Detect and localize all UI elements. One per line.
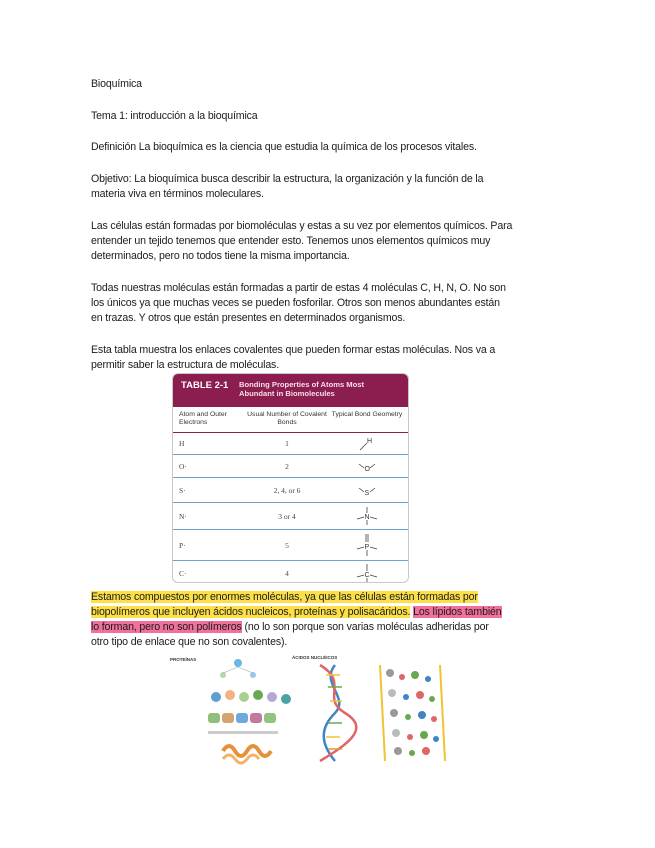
svg-text:N: N bbox=[364, 514, 370, 521]
pink-highlight: lo forman, pero no son polímeros bbox=[91, 621, 242, 633]
table-caption: Bonding Properties of Atoms Most Abundant in Biomolecules bbox=[239, 380, 365, 398]
svg-text:P: P bbox=[364, 544, 370, 551]
table-intro-line-1: Esta tabla muestra los enlaces covalentes que pueden formar estas moléculas. Nos va a bbox=[91, 344, 496, 356]
plain-text: (no lo son porque son varias moléculas adheridas por bbox=[241, 621, 489, 633]
atom-cell: N· bbox=[179, 511, 187, 521]
col-atom-header: Atom and Outer Electrons bbox=[179, 411, 227, 426]
table-row bbox=[173, 433, 408, 455]
yellow-highlight: biopolímeros que incluyen ácidos nucleicos, proteínas y polisacáridos. bbox=[91, 606, 411, 618]
bonds-cell: 2, 4, or 6 bbox=[273, 485, 301, 495]
molecules-line-1: Todas nuestras moléculas están formadas a partir de estas 4 moléculas C, H, N, O. No son bbox=[91, 282, 506, 294]
document-title: Bioquímica bbox=[91, 78, 142, 90]
atom-cell: P· bbox=[179, 540, 186, 550]
cells-line-3: determinados, pero no todos tiene la misma importancia. bbox=[91, 250, 350, 262]
biopolymers-line-1 bbox=[91, 590, 561, 605]
nucleic-acids-figure bbox=[290, 653, 465, 763]
table-number: TABLE 2-1 bbox=[181, 380, 229, 391]
definition-paragraph: Definición La bioquímica es la ciencia que estudia la química de los procesos vitales. bbox=[91, 141, 477, 153]
pink-highlight: Los lípidos también bbox=[413, 606, 502, 618]
molecules-line-2: los únicos ya que muchas veces se pueden fosforilar. Otros son menos abundantes están bbox=[91, 297, 500, 309]
yellow-highlight: Estamos compuestos por enormes moléculas, ya que las células están formadas por bbox=[91, 591, 478, 603]
atom-cell: H bbox=[179, 439, 185, 448]
geometry-cell bbox=[331, 562, 403, 584]
geometry-cell bbox=[331, 435, 403, 453]
svg-text:H: H bbox=[367, 437, 373, 445]
bonds-cell: 4 bbox=[285, 569, 289, 578]
proteins-figure bbox=[168, 655, 308, 770]
table-row bbox=[173, 561, 408, 583]
objective-line-2: materia viva en términos moleculares. bbox=[91, 188, 264, 200]
table-header bbox=[173, 374, 408, 407]
biopolymers-line-4: otro tipo de enlace que no son covalentes). bbox=[91, 636, 288, 648]
nucleotide-structure-icon bbox=[380, 665, 445, 761]
table-row bbox=[173, 503, 408, 530]
bonding-properties-table bbox=[172, 373, 409, 583]
geometry-cell bbox=[331, 505, 403, 527]
col-geometry-header: Typical Bond Geometry bbox=[331, 411, 403, 418]
col-bonds-header: Usual Number of Covalent Bonds bbox=[247, 411, 327, 426]
peptide-chain-icon bbox=[208, 713, 276, 723]
nucleic-acids-label: ÁCIDOS NUCLÉICOS bbox=[292, 655, 338, 660]
table-column-headers bbox=[173, 407, 408, 433]
amino-acid-chain-icon bbox=[211, 690, 291, 704]
h-geometry-icon bbox=[352, 435, 382, 453]
table-row bbox=[173, 455, 408, 478]
proteins-label: PROTEÍNAS bbox=[170, 657, 197, 662]
objective-line-1: Objetivo: La bioquímica busca describir la estructura, la organización y la función de la bbox=[91, 173, 484, 185]
biopolymers-line-2 bbox=[91, 605, 561, 620]
geometry-cell bbox=[331, 532, 403, 558]
c-geometry-icon bbox=[352, 562, 382, 584]
geometry-cell bbox=[331, 457, 403, 475]
atom-cell: S· bbox=[179, 485, 186, 495]
bonds-cell: 1 bbox=[285, 439, 289, 448]
amino-acid-icon bbox=[234, 659, 242, 667]
svg-text:C: C bbox=[364, 571, 370, 579]
bonds-cell: 5 bbox=[285, 540, 289, 550]
geometry-cell bbox=[331, 481, 403, 499]
s-geometry-icon bbox=[352, 481, 382, 499]
atom-cell: C· bbox=[179, 569, 187, 578]
dna-double-helix-icon bbox=[320, 665, 356, 761]
p-geometry-icon bbox=[352, 532, 382, 558]
cells-line-1: Las células están formadas por biomoléculas y estas a su vez por elementos químicos. Para bbox=[91, 220, 513, 232]
table-row bbox=[173, 478, 408, 503]
biopolymers-line-3 bbox=[91, 620, 561, 635]
atom-cell: O· bbox=[179, 461, 187, 471]
svg-text:S: S bbox=[364, 490, 370, 497]
o-geometry-icon bbox=[352, 457, 382, 475]
bonds-cell: 2 bbox=[285, 461, 289, 471]
table-intro-line-2: permitir saber la estructura de moléculas. bbox=[91, 359, 279, 371]
table-row bbox=[173, 530, 408, 561]
bonds-cell: 3 or 4 bbox=[278, 511, 296, 521]
n-geometry-icon bbox=[352, 505, 382, 527]
cells-line-2: entender un tejido tenemos que entender esto. Tenemos unos elementos químicos muy bbox=[91, 235, 491, 247]
svg-text:O: O bbox=[364, 466, 370, 473]
topic-heading: Tema 1: introducción a la bioquímica bbox=[91, 110, 258, 122]
molecules-line-3: en trazas. Y otros que están presentes en determinados organismos. bbox=[91, 312, 406, 324]
